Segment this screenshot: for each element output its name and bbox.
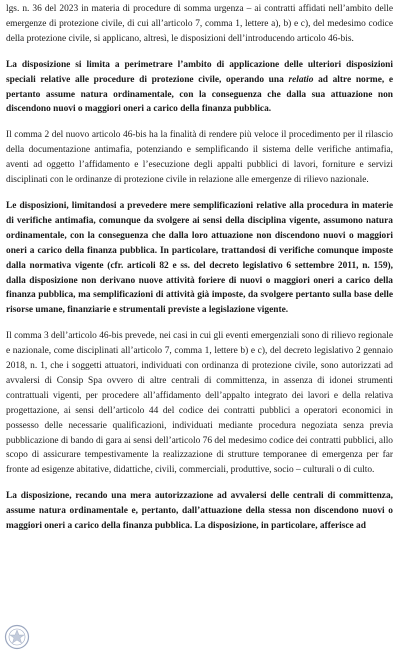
paragraph-4: Le disposizioni, limitandosi a prevedere mere semplificazioni relative alla procedura in materie di verifiche antimafia, comunque da svolgere ai sensi della disciplina vigente, assumono natura ordinamentale, con la conseguenza che dalla loro attuazione non discendono nuovi o maggiori oneri a carico della finanza pubblica. In particolare, trattandosi di verifiche comunque imposte dalla normativa vigente (cfr. articoli 82 e ss. del decreto legislativo 6 settembre 2011, n. 159), dalla disposizione non derivano nuove attività foriere di nuovi o maggiori oneri a carico della finanza pubblica, ma semplificazioni di attività già imposte, da svolgere pertanto sulla base delle risorse umane, finanziarie e strumentali previste a legislazione vigente. — [6, 200, 393, 316]
paragraph-3: Il comma 2 del nuovo articolo 46-bis ha la finalità di rendere più veloce il procedimento per il rilascio della documentazione antimafia, potenziando e semplificando il sistema delle verifiche antimafia, aventi ad oggetto l’affidamento e l’esecuzione degli appalti pubblici di lavori, forniture e servizi disciplinati con le ordinanze di protezione civile in relazione alle emergenze di rilievo nazionale. — [6, 130, 393, 186]
paragraph-5: Il comma 3 dell’articolo 46-bis prevede, nei casi in cui gli eventi emergenziali sono di rilievo regionale e nazionale, come disciplinati all’articolo 7, comma 1, lettere b) e c), del decreto legislativo 2 gennaio 2018, n. 1, che i soggetti attuatori, individuati con ordinanza di protezione civile, sono autorizzati ad avvalersi di Consip Spa ovvero di altre centrali di committenza, in assenza di idonei strumenti contrattuali vigenti, per procedere all’affidamento dell’appalto integrato dei lavori e della relativa progettazione, ai sensi dell’articolo 44 del codice dei contratti pubblici a operatori economici in possesso delle necessarie qualificazioni, individuati mediante procedura negoziata senza previa pubblicazione di bando di gara ai sensi dell’articolo 76 del medesimo codice dei contratti pubblici, allo scopo di assicurare tempestivamente la realizzazione di strutture temporanee di emergenza per far fronte ad esigenze abitative, didattiche, civili, commerciali, produttive, socio – culturali o di culto. — [6, 331, 393, 476]
paragraph-6: La disposizione, recando una mera autorizzazione ad avvalersi delle centrali di committenza, assume natura ordinamentale e, pertanto, dall’attuazione della stessa non discendono nuovi o maggiori oneri a carico della finanza pubblica. La disposizione, in particolare, afferisce ad — [6, 491, 393, 532]
official-seal-icon — [4, 624, 30, 650]
paragraph-1: lgs. n. 36 del 2023 in materia di procedure di somma urgenza – ai contratti affidati nell’ambito delle emergenze di protezione civile, di cui all’articolo 7, comma 1, lettere a), b) e c), del medesimo codice della protezione civile, si applicano, altresì, le disposizioni dell’introducendo articolo 46-bis. — [6, 4, 393, 44]
paragraph-2: La disposizione si limita a perimetrare l’ambito di applicazione delle ulteriori disposizioni speciali relative alle procedure di protezione civile, operando una relatio ad altre norme, e pertanto assume natura ordinamentale, con la conseguenza che dalla sua attuazione non discendono nuovi o maggiori oneri a carico della finanza pubblica. — [6, 59, 393, 115]
